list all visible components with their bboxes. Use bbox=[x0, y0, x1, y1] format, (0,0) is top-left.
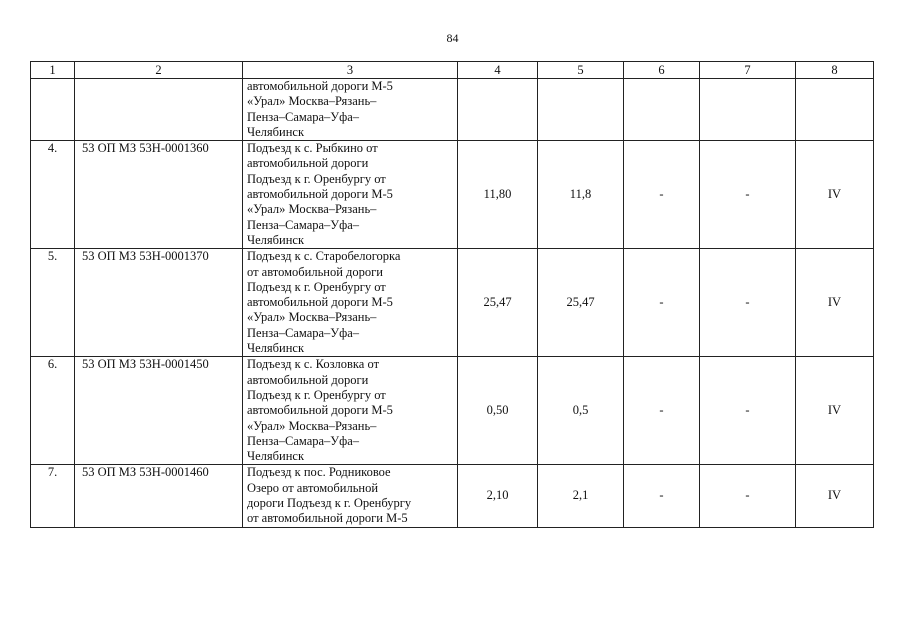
row-number: 7. bbox=[31, 465, 75, 527]
road-name-line: Челябинск bbox=[247, 341, 305, 356]
road-name-line: Подъезд к г. Оренбургу от bbox=[247, 171, 386, 186]
road-name-line: «Урал» Москва–Рязань– bbox=[247, 310, 377, 325]
column-number: 7 bbox=[700, 62, 796, 79]
road-category: IV bbox=[796, 141, 874, 249]
length-total: 11,80 bbox=[458, 141, 538, 249]
column-number: 2 bbox=[75, 62, 243, 79]
length-total: 25,47 bbox=[458, 249, 538, 357]
column-number: 8 bbox=[796, 62, 874, 79]
table-row bbox=[31, 249, 874, 357]
road-name-line: от автомобильной дороги bbox=[247, 264, 383, 279]
road-name-line: «Урал» Москва–Рязань– bbox=[247, 418, 377, 433]
road-name-line: автомобильной дороги М-5 bbox=[247, 187, 393, 202]
table-row bbox=[31, 141, 874, 249]
road-id: 53 ОП МЗ 53Н-0001460 bbox=[75, 465, 243, 527]
row-number: 5. bbox=[31, 249, 75, 357]
row-number: 4. bbox=[31, 141, 75, 249]
road-category: IV bbox=[796, 357, 874, 465]
length-value: 2,1 bbox=[538, 465, 624, 527]
table-row bbox=[31, 357, 874, 465]
road-name-line: Пенза–Самара–Уфа– bbox=[247, 217, 360, 232]
road-name bbox=[243, 79, 458, 141]
col6-value: - bbox=[624, 357, 700, 465]
road-name-line: Пенза–Самара–Уфа– bbox=[247, 109, 360, 124]
road-name-line: автомобильной дороги М-5 bbox=[247, 403, 393, 418]
col7-value: - bbox=[700, 141, 796, 249]
road-name-line: Озеро от автомобильной bbox=[247, 480, 379, 495]
road-name bbox=[243, 357, 458, 465]
length-value: 0,5 bbox=[538, 357, 624, 465]
length-total bbox=[458, 79, 538, 141]
road-name-line: автомобильной дороги М-5 bbox=[247, 295, 393, 310]
road-name bbox=[243, 465, 458, 527]
road-name-line: автомобильной дороги bbox=[247, 156, 369, 171]
row-number: 6. bbox=[31, 357, 75, 465]
col6-value: - bbox=[624, 465, 700, 527]
length-total: 2,10 bbox=[458, 465, 538, 527]
road-name-line: от автомобильной дороги М-5 bbox=[247, 511, 408, 526]
col6-value: - bbox=[624, 249, 700, 357]
road-name-line: Подъезд к с. Старобелогорка bbox=[247, 249, 401, 264]
col7-value bbox=[700, 79, 796, 141]
col7-value: - bbox=[700, 249, 796, 357]
road-name-line: дороги Подъезд к г. Оренбургу bbox=[247, 496, 412, 511]
road-name-line: Подъезд к г. Оренбургу от bbox=[247, 387, 386, 402]
road-name-line: Челябинск bbox=[247, 124, 305, 139]
road-name-line: Подъезд к г. Оренбургу от bbox=[247, 279, 386, 294]
length-value: 25,47 bbox=[538, 249, 624, 357]
road-name-line: Подъезд к с. Козловка от bbox=[247, 357, 380, 372]
column-number: 6 bbox=[624, 62, 700, 79]
road-name-line: автомобильной дороги М-5 bbox=[247, 79, 393, 93]
road-name bbox=[243, 141, 458, 249]
road-category: IV bbox=[796, 249, 874, 357]
road-name-line: Челябинск bbox=[247, 449, 305, 464]
road-name-line: автомобильной дороги bbox=[247, 372, 369, 387]
page-number: 84 bbox=[446, 31, 459, 45]
road-name bbox=[243, 249, 458, 357]
road-category: IV bbox=[796, 465, 874, 527]
road-name-line: «Урал» Москва–Рязань– bbox=[247, 202, 377, 217]
roads-table bbox=[30, 61, 874, 528]
length-value bbox=[538, 79, 624, 141]
road-id: 53 ОП МЗ 53Н-0001370 bbox=[75, 249, 243, 357]
road-category bbox=[796, 79, 874, 141]
road-name-line: «Урал» Москва–Рязань– bbox=[247, 94, 377, 109]
table-row bbox=[31, 79, 874, 141]
row-number bbox=[31, 79, 75, 141]
road-name-line: Подъезд к с. Рыбкино от bbox=[247, 141, 378, 156]
road-name-line: Челябинск bbox=[247, 232, 305, 247]
column-number: 5 bbox=[538, 62, 624, 79]
length-value: 11,8 bbox=[538, 141, 624, 249]
col6-value: - bbox=[624, 141, 700, 249]
col6-value bbox=[624, 79, 700, 141]
length-total: 0,50 bbox=[458, 357, 538, 465]
column-number: 4 bbox=[458, 62, 538, 79]
col7-value: - bbox=[700, 357, 796, 465]
road-name-line: Подъезд к пос. Родниковое bbox=[247, 465, 391, 480]
col7-value: - bbox=[700, 465, 796, 527]
road-id: 53 ОП МЗ 53Н-0001450 bbox=[75, 357, 243, 465]
column-number: 1 bbox=[31, 62, 75, 79]
road-name-line: Пенза–Самара–Уфа– bbox=[247, 325, 360, 340]
column-number: 3 bbox=[243, 62, 458, 79]
table-row bbox=[31, 465, 874, 527]
road-id bbox=[75, 79, 243, 141]
road-id: 53 ОП МЗ 53Н-0001360 bbox=[75, 141, 243, 249]
column-number-row bbox=[31, 62, 874, 79]
road-name-line: Пенза–Самара–Уфа– bbox=[247, 433, 360, 448]
